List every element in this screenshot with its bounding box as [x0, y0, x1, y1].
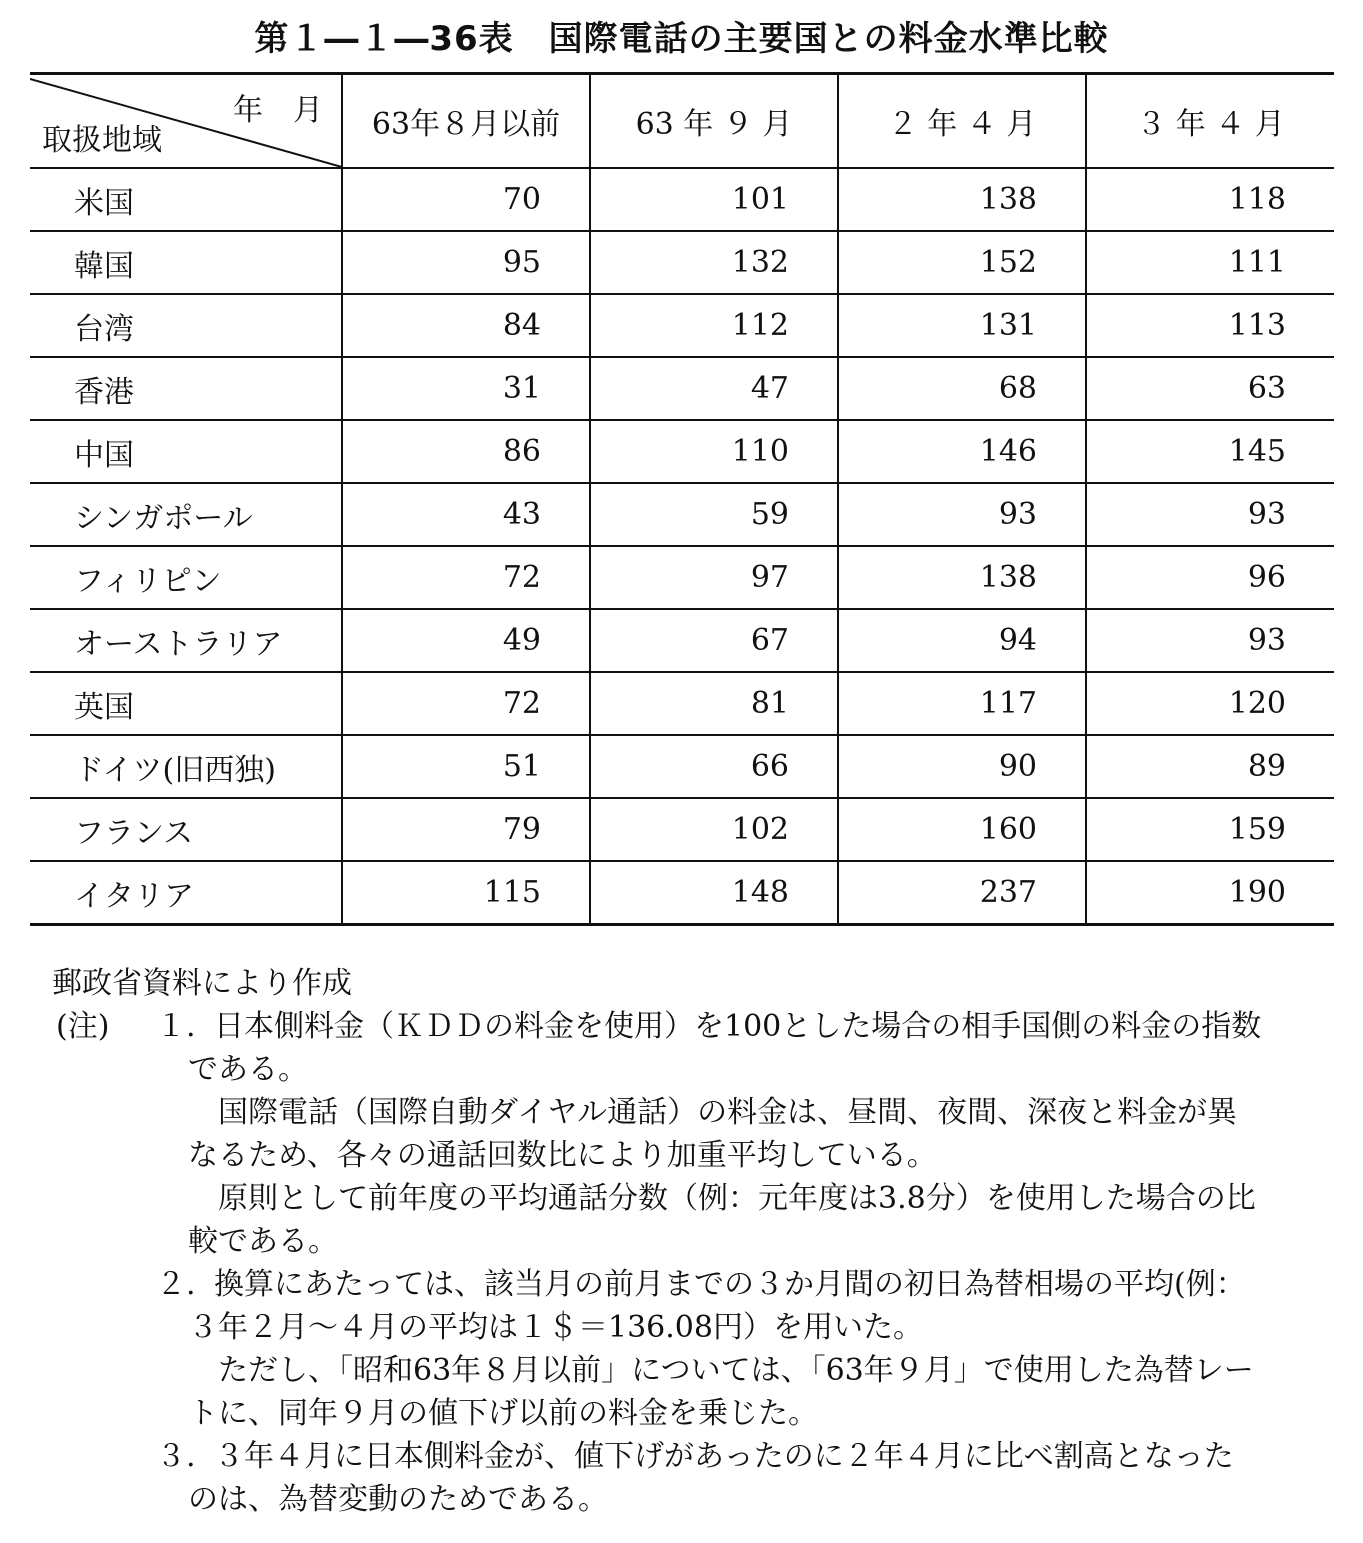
value-cell: 68	[838, 357, 1086, 420]
value-cell: 84	[342, 294, 590, 357]
table-row	[30, 483, 1334, 546]
value-cell: 131	[838, 294, 1086, 357]
value-cell: 31	[342, 357, 590, 420]
table-row	[30, 294, 1334, 357]
note-line: 換算にあたっては、該当月の前月までの３か月間の初日為替相場の平均(例：	[214, 1267, 1246, 1302]
value-cell: 86	[342, 420, 590, 483]
value-cell: 159	[1086, 798, 1334, 861]
value-cell: 43	[342, 483, 590, 546]
note-number: １.	[156, 1009, 196, 1044]
value-cell: 79	[342, 798, 590, 861]
value-cell: 190	[1086, 861, 1334, 925]
note-item-2	[52, 1263, 1322, 1306]
notes-section	[52, 962, 1322, 1521]
note-line: 較である。	[188, 1224, 338, 1259]
note-label: (注)	[56, 1009, 110, 1044]
corner-year-month-label: 年 月	[233, 93, 323, 128]
table-row	[30, 168, 1334, 231]
value-cell: 93	[1086, 609, 1334, 672]
table-row	[30, 231, 1334, 294]
table-row	[30, 420, 1334, 483]
value-cell: 94	[838, 609, 1086, 672]
region-cell: シンガポール	[30, 483, 342, 546]
region-cell: 英国	[30, 672, 342, 735]
value-cell: 97	[590, 546, 838, 609]
value-cell: 118	[1086, 168, 1334, 231]
table-row	[30, 861, 1334, 925]
region-cell: オーストラリア	[30, 609, 342, 672]
value-cell: 237	[838, 861, 1086, 925]
region-cell: イタリア	[30, 861, 342, 925]
note-number: ２.	[156, 1267, 196, 1302]
region-cell: ドイツ(旧西独)	[30, 735, 342, 798]
value-cell: 152	[838, 231, 1086, 294]
table-row	[30, 672, 1334, 735]
value-cell: 138	[838, 168, 1086, 231]
region-cell: フランス	[30, 798, 342, 861]
table-row	[30, 546, 1334, 609]
value-cell: 111	[1086, 231, 1334, 294]
value-cell: 51	[342, 735, 590, 798]
note-line: ３年４月に日本側料金が、値下げがあったのに２年４月に比べ割高となった	[214, 1439, 1234, 1474]
value-cell: 117	[838, 672, 1086, 735]
value-cell: 93	[838, 483, 1086, 546]
region-cell: フィリピン	[30, 546, 342, 609]
value-cell: 89	[1086, 735, 1334, 798]
region-cell: 台湾	[30, 294, 342, 357]
region-cell: 中国	[30, 420, 342, 483]
value-cell: 72	[342, 546, 590, 609]
column-header: ３ 年 ４ 月	[1086, 74, 1334, 169]
value-cell: 112	[590, 294, 838, 357]
rate-comparison-table	[30, 72, 1334, 926]
value-cell: 47	[590, 357, 838, 420]
note-number: ３.	[156, 1439, 196, 1474]
value-cell: 70	[342, 168, 590, 231]
table-title: 第１―１―36表 国際電話の主要国との料金水準比較	[254, 19, 1109, 59]
note-line: ただし、「昭和63年８月以前」については、「63年９月」で使用した為替レー	[218, 1353, 1254, 1388]
value-cell: 148	[590, 861, 838, 925]
value-cell: 145	[1086, 420, 1334, 483]
value-cell: 93	[1086, 483, 1334, 546]
note-line: 国際電話（国際自動ダイヤル通話）の料金は、昼間、夜間、深夜と料金が異	[218, 1095, 1238, 1130]
column-header: ２ 年 ４ 月	[838, 74, 1086, 169]
value-cell: 72	[342, 672, 590, 735]
column-header: 63 年 ９ 月	[590, 74, 838, 169]
value-cell: 132	[590, 231, 838, 294]
value-cell: 59	[590, 483, 838, 546]
value-cell: 138	[838, 546, 1086, 609]
value-cell: 102	[590, 798, 838, 861]
table-row	[30, 735, 1334, 798]
region-cell: 香港	[30, 357, 342, 420]
value-cell: 67	[590, 609, 838, 672]
column-header: 63年８月以前	[342, 74, 590, 169]
corner-region-label: 取扱地域	[42, 123, 162, 158]
value-cell: 63	[1086, 357, 1334, 420]
value-cell: 115	[342, 861, 590, 925]
note-line: トに、同年９月の値下げ以前の料金を乗じた。	[188, 1396, 818, 1431]
note-line: ３年２月～４月の平均は１＄＝136.08円）を用いた。	[188, 1310, 923, 1345]
value-cell: 81	[590, 672, 838, 735]
note-line: なるため、各々の通話回数比により加重平均している。	[188, 1138, 937, 1173]
table-row	[30, 609, 1334, 672]
value-cell: 96	[1086, 546, 1334, 609]
value-cell: 120	[1086, 672, 1334, 735]
table-row	[30, 357, 1334, 420]
note-line: のは、為替変動のためである。	[188, 1482, 608, 1517]
value-cell: 101	[590, 168, 838, 231]
corner-header-cell	[30, 74, 342, 169]
source-note: 郵政省資料により作成	[52, 966, 352, 1001]
note-line: である。	[188, 1052, 308, 1087]
note-item-1	[52, 1005, 1322, 1048]
value-cell: 95	[342, 231, 590, 294]
value-cell: 110	[590, 420, 838, 483]
note-line: 日本側料金（ＫＤＤの料金を使用）を100とした場合の相手国側の料金の指数	[214, 1009, 1262, 1044]
value-cell: 146	[838, 420, 1086, 483]
value-cell: 113	[1086, 294, 1334, 357]
region-cell: 韓国	[30, 231, 342, 294]
value-cell: 160	[838, 798, 1086, 861]
value-cell: 49	[342, 609, 590, 672]
region-cell: 米国	[30, 168, 342, 231]
value-cell: 90	[838, 735, 1086, 798]
table-header-row	[30, 74, 1334, 169]
note-item-3	[52, 1435, 1322, 1478]
note-line: 原則として前年度の平均通話分数（例：元年度は3.8分）を使用した場合の比	[218, 1181, 1256, 1216]
table-row	[30, 798, 1334, 861]
value-cell: 66	[590, 735, 838, 798]
